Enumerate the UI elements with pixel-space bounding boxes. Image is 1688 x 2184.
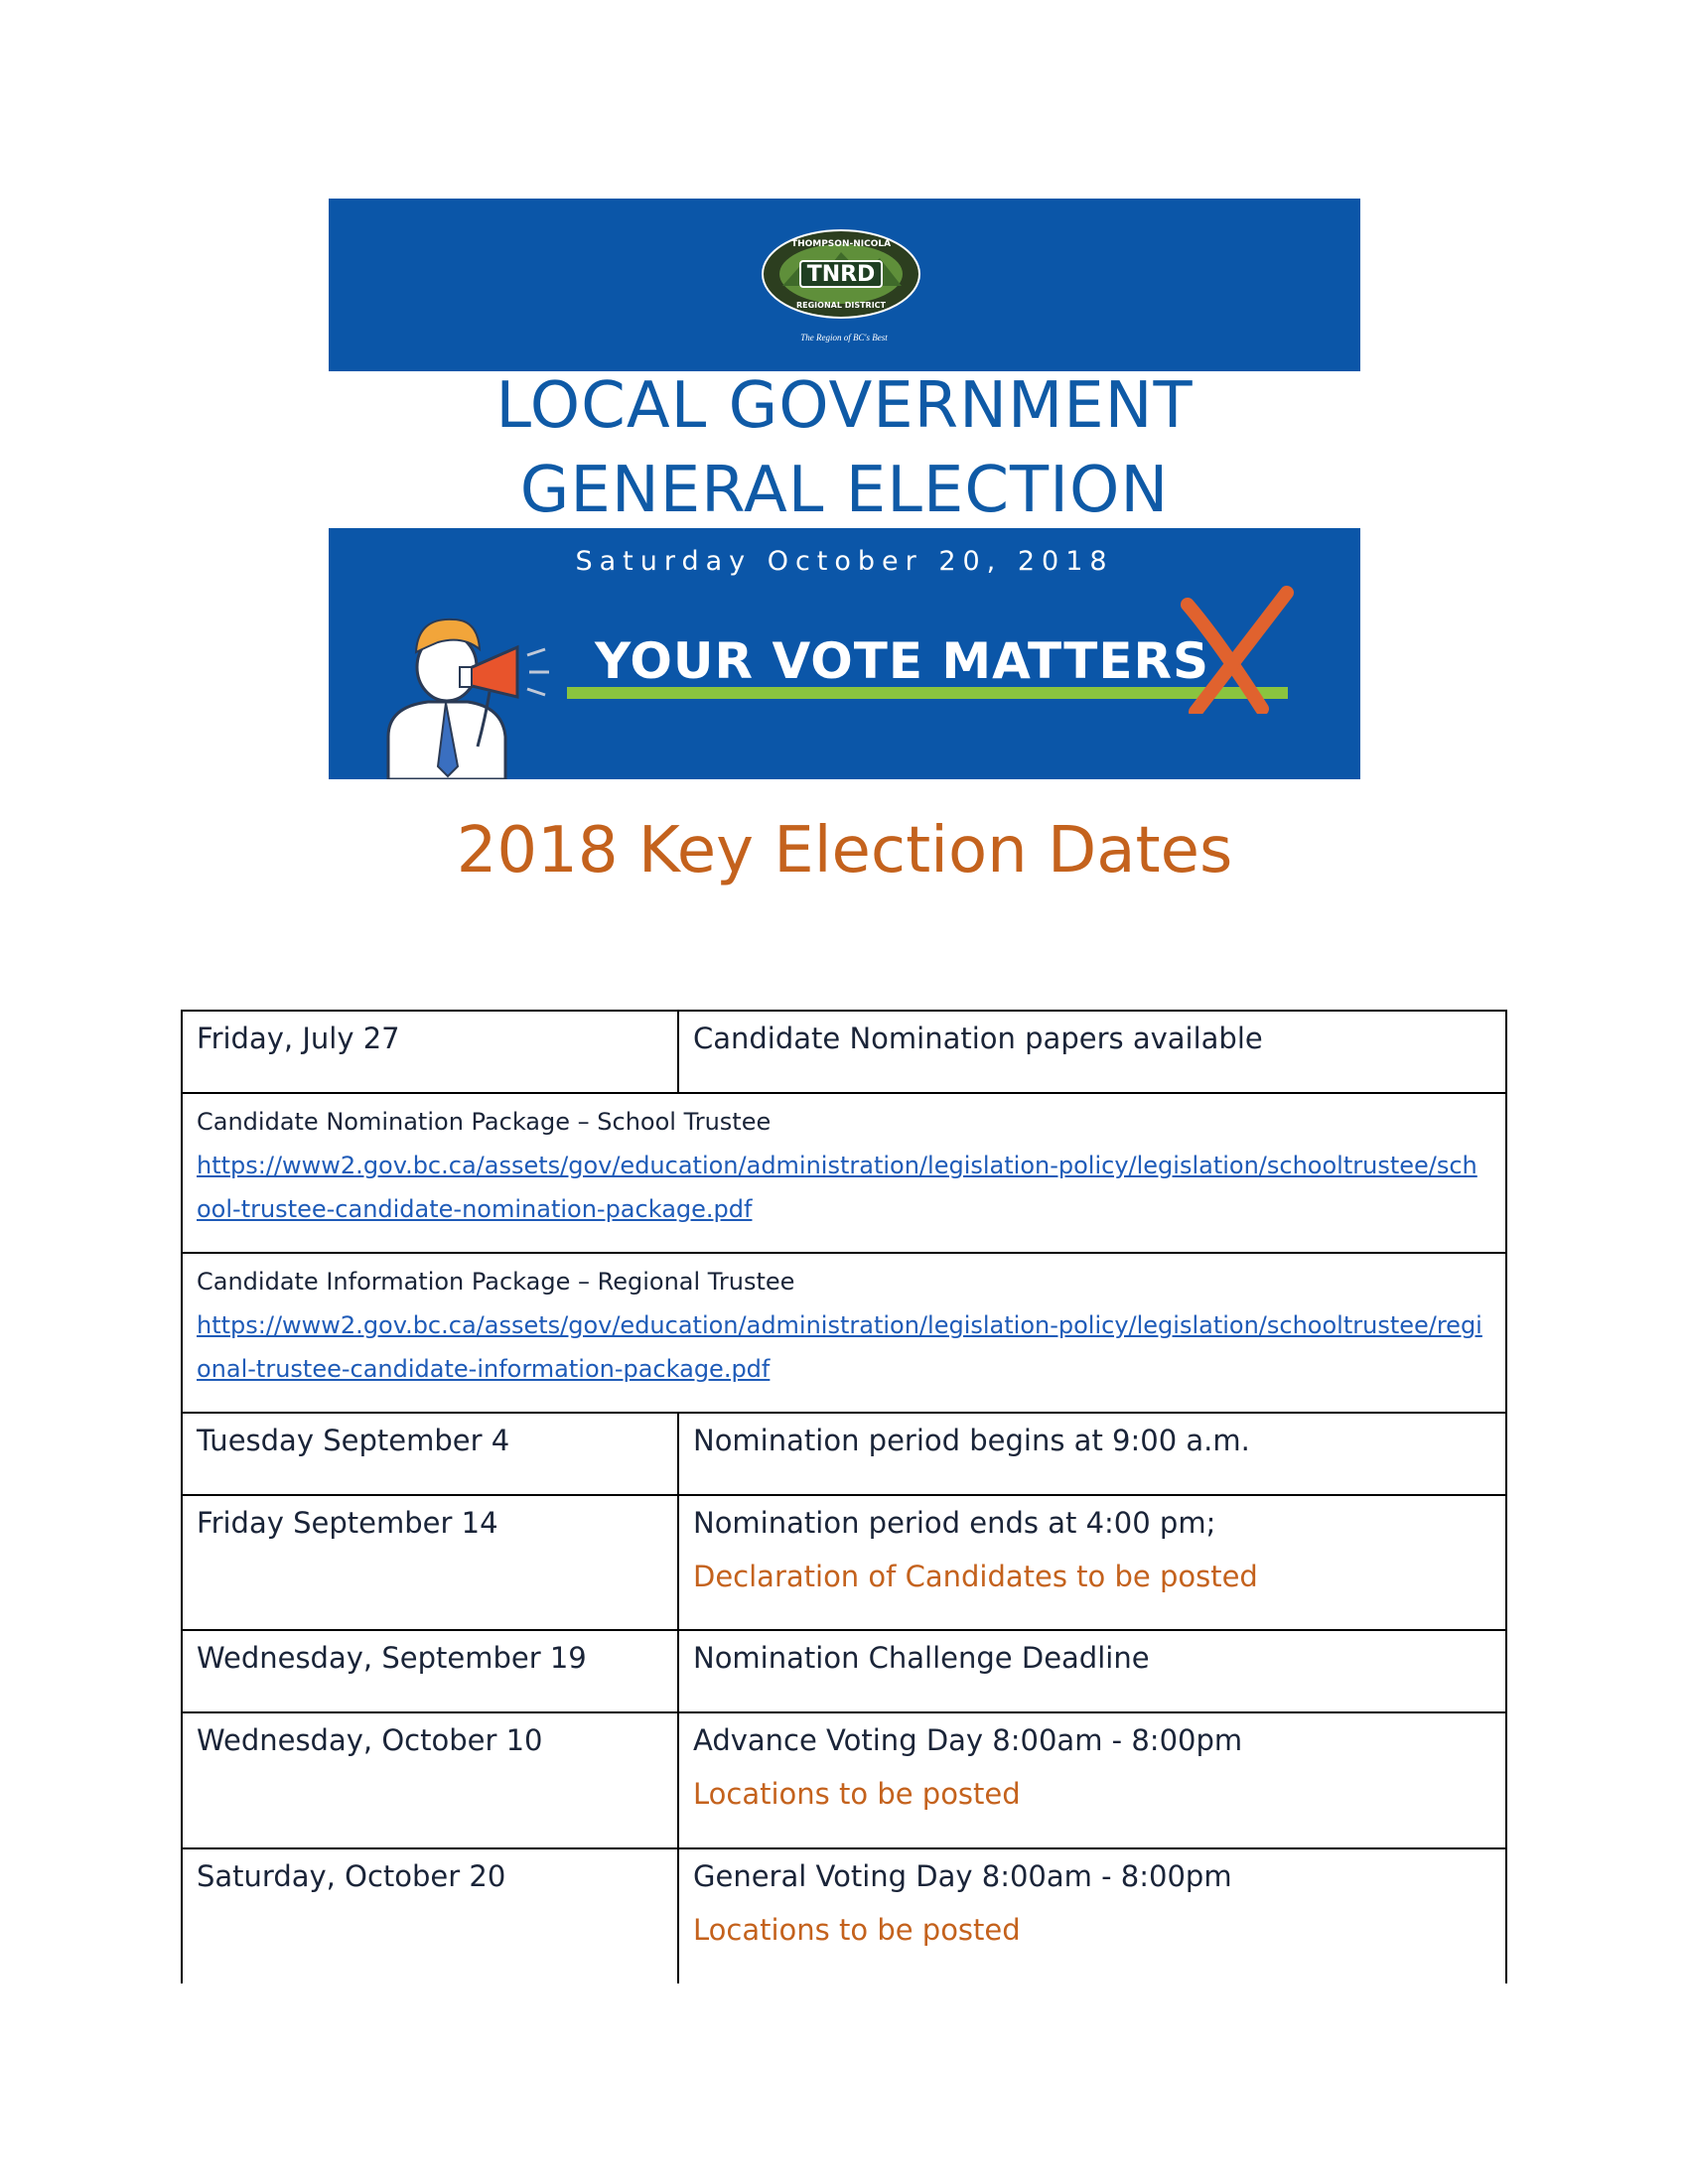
table-row — [182, 1848, 1506, 1983]
row-date: Saturday, October 20 — [182, 1848, 678, 1983]
row-date: Friday September 14 — [182, 1495, 678, 1630]
slogan: YOUR VOTE MATTERS — [595, 632, 1210, 690]
tnrd-logo — [761, 228, 921, 320]
row-note: Declaration of Candidates to be posted — [693, 1560, 1258, 1593]
row-event: Nomination Challenge Deadline — [678, 1630, 1506, 1712]
page-title: 2018 Key Election Dates — [456, 814, 1233, 887]
row-note: Locations to be posted — [693, 1777, 1021, 1811]
row-event: Nomination period begins at 9:00 a.m. — [678, 1413, 1506, 1495]
ballot-x-mark-icon — [1168, 585, 1297, 714]
logo-acronym: TNRD — [806, 262, 876, 287]
row-event: Advance Voting Day 8:00am - 8:00pm — [693, 1723, 1243, 1757]
package-row — [182, 1253, 1506, 1413]
package-link[interactable]: https://www2.gov.bc.ca/assets/gov/education/administration/legislation-policy/legislation/schooltrustee/regional-trustee-candidate-information-package.pdf — [197, 1311, 1482, 1383]
row-date: Wednesday, September 19 — [182, 1630, 678, 1712]
package-cell — [182, 1093, 1506, 1253]
election-date: Saturday October 20, 2018 — [575, 546, 1114, 577]
package-cell — [182, 1253, 1506, 1413]
row-event: General Voting Day 8:00am - 8:00pm — [693, 1859, 1232, 1893]
row-date: Wednesday, October 10 — [182, 1712, 678, 1848]
logo-arc-top: THOMPSON-NICOLA — [790, 239, 892, 249]
package-row — [182, 1093, 1506, 1253]
row-event-cell — [678, 1495, 1506, 1630]
table-row — [182, 1011, 1506, 1093]
table-row — [182, 1495, 1506, 1630]
table-row — [182, 1712, 1506, 1848]
package-link[interactable]: https://www2.gov.bc.ca/assets/gov/education/administration/legislation-policy/legislation/schooltrustee/school-trustee-candidate-nomination-package.pdf — [197, 1152, 1477, 1223]
vote-banner — [329, 528, 1360, 779]
package-label: Candidate Nomination Package – School Trustee — [197, 1108, 772, 1136]
row-event: Candidate Nomination papers available — [678, 1011, 1506, 1093]
logo-tagline: The Region of BC's Best — [800, 333, 888, 342]
logo-arc-bottom: REGIONAL DISTRICT — [795, 301, 887, 310]
row-event: Nomination period ends at 4:00 pm; — [693, 1506, 1216, 1540]
row-date: Friday, July 27 — [182, 1011, 678, 1093]
row-date: Tuesday September 4 — [182, 1413, 678, 1495]
table-row — [182, 1413, 1506, 1495]
heading-line-1: LOCAL GOVERNMENT — [495, 369, 1194, 443]
key-dates-table — [181, 1010, 1507, 1983]
heading-line-2: GENERAL ELECTION — [519, 454, 1170, 527]
megaphone-person-icon — [368, 598, 567, 779]
row-note: Locations to be posted — [693, 1913, 1021, 1947]
package-label: Candidate Information Package – Regional Trustee — [197, 1268, 795, 1296]
table-row — [182, 1630, 1506, 1712]
row-event-cell — [678, 1712, 1506, 1848]
row-event-cell — [678, 1848, 1506, 1983]
